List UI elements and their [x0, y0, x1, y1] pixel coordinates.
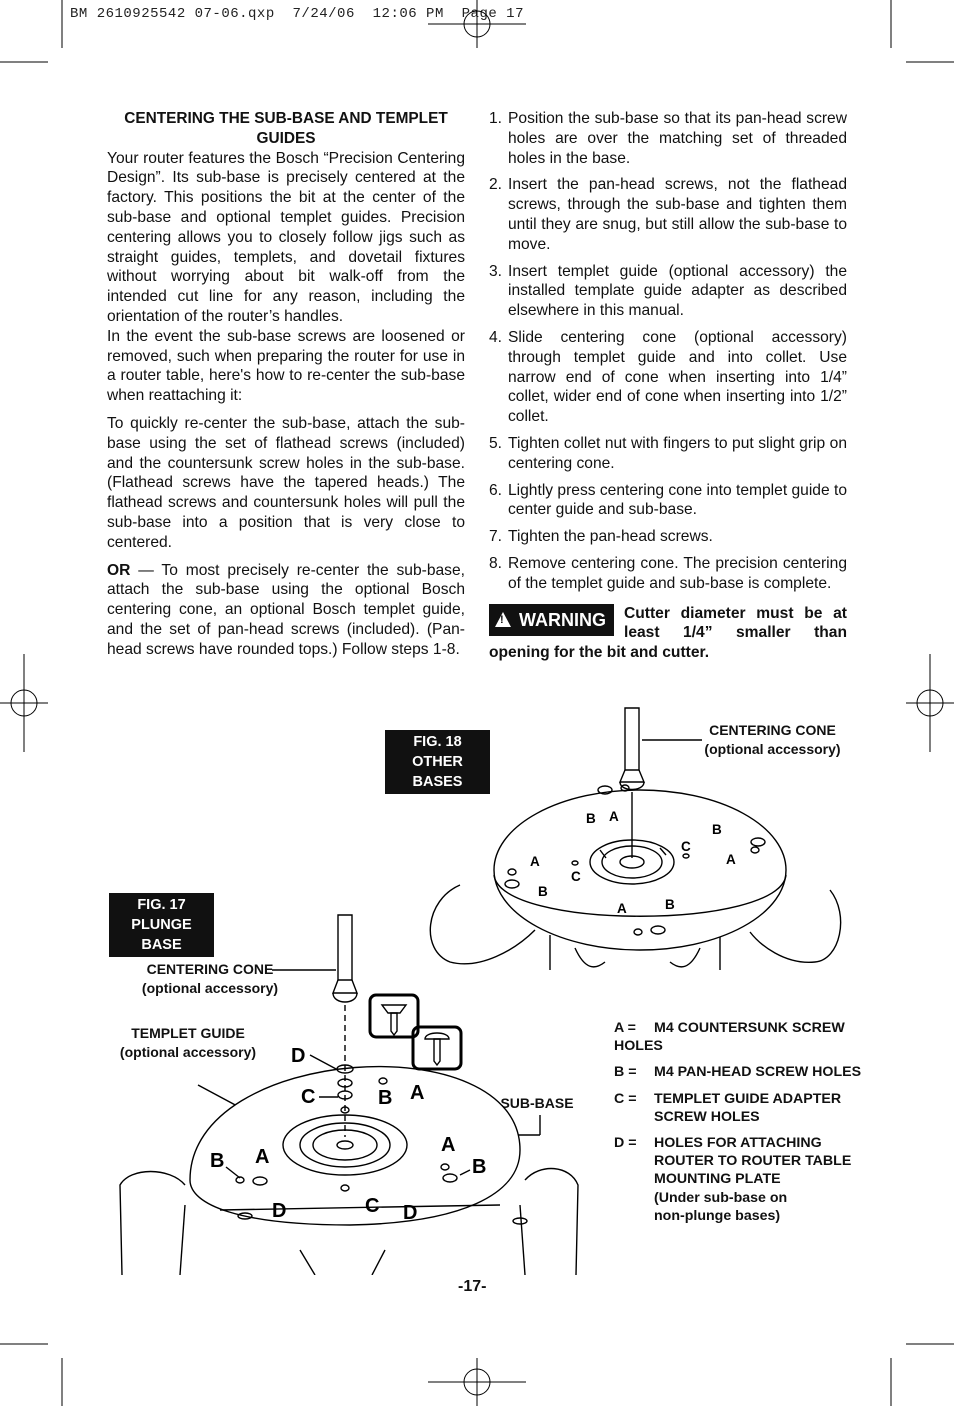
warning-label: WARNING	[519, 609, 606, 630]
step-number: 1.	[489, 110, 503, 127]
flathead-screw-icon	[370, 995, 418, 1037]
label-b: B	[210, 1150, 225, 1172]
label-d: D	[291, 1045, 306, 1067]
legend-item-d: D = HOLES FOR ATTACHING ROUTER TO ROUTER TABLE MOUNTING PLATE (Under sub-base on non-plunge bases)	[614, 1135, 852, 1224]
label-b: B	[586, 811, 596, 826]
warning-triangle-icon: !	[495, 612, 511, 627]
precise-recenter-paragraph	[107, 561, 465, 660]
fig17-cone-callout: CENTERING CONE (optional accessory)	[141, 961, 279, 996]
registration-mark-left	[0, 654, 48, 752]
label-c: C	[571, 869, 581, 884]
label-b: B	[665, 897, 675, 912]
registration-mark-top	[428, 0, 526, 48]
legend-item-b: B = M4 PAN-HEAD SCREW HOLES	[614, 1064, 862, 1081]
label-a: A	[609, 809, 619, 824]
step-number: 3.	[489, 262, 503, 280]
label-b: B	[472, 1156, 487, 1178]
step-item	[489, 262, 847, 321]
step-text: Insert the pan-head screws, not the flathead screws, through the sub-base and tighten them until they are snug, but still allow the sub-base to move.	[508, 176, 847, 253]
step-text: Tighten collet nut with fingers to put slight grip on centering cone.	[508, 434, 847, 472]
fig17-plunge-base-drawing	[100, 905, 600, 1275]
label-a: A	[441, 1134, 456, 1156]
label-a: A	[726, 852, 736, 867]
or-word: OR	[107, 561, 131, 579]
step-list	[489, 109, 847, 594]
fig18-label: FIG. 18 OTHER BASES	[385, 730, 490, 794]
registration-mark-right	[906, 654, 954, 752]
label-c: C	[365, 1195, 380, 1217]
fig17-sub-base-callout: SUB-BASE	[500, 1095, 574, 1111]
step-text: Position the sub-base so that its pan-head screw holes are over the matching set of threaded holes in the base.	[508, 110, 847, 167]
step-item	[489, 109, 847, 168]
fig17-templet-guide-callout: TEMPLET GUIDE (optional accessory)	[119, 1025, 257, 1060]
left-column	[107, 109, 465, 660]
step-number: 7.	[489, 528, 503, 546]
label-a: A	[410, 1082, 425, 1104]
label-b: B	[538, 884, 548, 899]
step-text: Remove centering cone. The precision centering of the templet guide and sub-base is complete.	[508, 554, 847, 592]
step-number: 8.	[489, 554, 503, 572]
step-item	[489, 434, 847, 474]
step-number: 2.	[489, 176, 503, 194]
intro-paragraph: Your router features the Bosch “Precision Centering Design”. Its sub-base is precisely centered at the factory. This positions the bit at the center of the sub-base and optional templet guides. Precision centering allows you to closely follow jigs such as straight guides, templets, and dovetail fixtures without worrying about bit walk-off from the intended cut line for any reason, including the orientation of the router’s handles.	[107, 149, 465, 325]
fig18-cone-callout: CENTERING CONE (optional accessory)	[704, 722, 841, 757]
warning-badge	[489, 604, 614, 636]
label-c: C	[681, 839, 691, 854]
registration-mark-bottom	[428, 1358, 526, 1406]
legend-item-c: C = TEMPLET GUIDE ADAPTER SCREW HOLES	[614, 1090, 842, 1125]
label-d: D	[403, 1202, 418, 1224]
warning-text: Cutter diameter must be at least 1/4” smaller than opening for the bit and cutter.	[489, 604, 847, 662]
quick-recenter-paragraph: To quickly re-center the sub-base, attach the sub-base using the set of flathead screws (included) and the countersunk screw holes in the sub-base. (Flathead screws have the tapered heads.) The flathead screws and countersunk holes will pull the sub-base into a position that is very close to centered.	[107, 414, 465, 551]
warning-block	[489, 604, 847, 663]
label-a: A	[617, 901, 627, 916]
precise-recenter-text: — To most precisely re-center the sub-base, attach the sub-base using the optional Bosch centering cone, an optional Bosch templet guide, and the set of pan-head screws (included). (Pan-head screws have rounded tops.) Follow steps 1-8.	[107, 561, 465, 658]
label-a: A	[530, 854, 540, 869]
step-number: 6.	[489, 481, 503, 499]
section-heading: CENTERING THE SUB-BASE AND TEMPLET GUIDES	[124, 110, 448, 147]
pan-head-screw-icon	[413, 1027, 461, 1069]
step-item	[489, 554, 847, 594]
legend-item-a: A = M4 COUNTERSUNK SCREW HOLES	[614, 1020, 845, 1055]
hole-legend	[614, 1019, 864, 1233]
fig17-label: FIG. 17 PLUNGE BASE	[109, 893, 214, 957]
page-number: -17-	[458, 1278, 487, 1295]
right-column	[489, 109, 847, 663]
step-text: Slide centering cone (optional accessory) through templet guide and into collet. Use narrow end of cone when inserting into 1/4” collet, wider end of cone when inserting into 1/2” collet.	[508, 328, 847, 426]
label-a: A	[255, 1146, 270, 1168]
step-number: 4.	[489, 328, 503, 346]
step-item	[489, 481, 847, 521]
step-item	[489, 328, 847, 427]
sub-base-plate	[190, 1067, 520, 1225]
step-text: Tighten the pan-head screws.	[508, 528, 713, 546]
centering-cone	[338, 915, 352, 980]
step-text: Insert templet guide (optional accessory) the installed template guide adapter as described elsewhere in this manual.	[508, 262, 847, 320]
step-item	[489, 527, 847, 547]
label-d: D	[272, 1200, 287, 1222]
step-item	[489, 175, 847, 254]
label-c: C	[301, 1086, 316, 1108]
label-b: B	[712, 822, 722, 837]
step-number: 5.	[489, 434, 503, 452]
label-b: B	[378, 1087, 393, 1109]
print-header: BM 2610925542 07-06.qxp 7/24/06 12:06 PM Page 17	[70, 6, 524, 22]
sub-base-screws-paragraph: In the event the sub-base screws are loosened or removed, such when preparing the router for use in a router table, here's how to re-center the sub-base when reattaching it:	[107, 327, 465, 405]
step-text: Lightly press centering cone into templet guide to center guide and sub-base.	[508, 481, 847, 519]
centering-cone	[625, 708, 639, 770]
